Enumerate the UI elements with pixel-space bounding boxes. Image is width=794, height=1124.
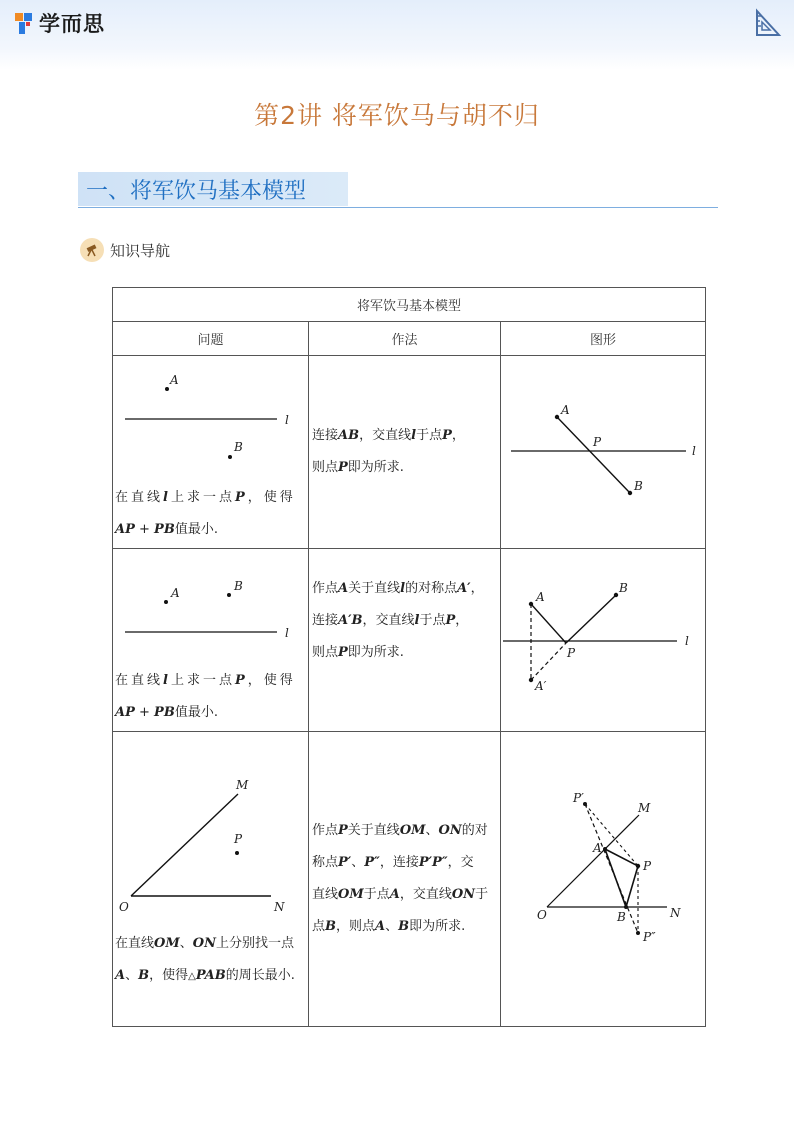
segment-pb [626, 866, 638, 907]
label-a: A [171, 586, 180, 600]
label-p-double-prime: P″ [643, 930, 656, 944]
logo-text: 学而思 [39, 12, 105, 36]
point-p-double-prime [636, 931, 640, 935]
method-text: 作点P关于直线OM、ON的对 称点P′、P″，连接P′P″，交 直线OM于点A，交直线ON于 点B，则点A、B即为所求. [312, 823, 489, 934]
point-a-prime [529, 678, 533, 682]
label-a: A [593, 841, 602, 855]
label-b: B [617, 910, 626, 924]
label-p: P [643, 859, 652, 873]
label-l: l [692, 444, 696, 458]
problem-diagram [113, 358, 309, 478]
figure-cell [501, 356, 706, 549]
table-row [113, 356, 706, 549]
header-band [0, 0, 794, 70]
section-title: 一、将军饮马基本模型 [86, 179, 307, 204]
ruler-triangle-icon [754, 8, 782, 38]
label-m: M [638, 801, 651, 815]
figure-diagram [501, 549, 706, 727]
point-a [164, 600, 168, 604]
knowledge-nav [80, 238, 170, 262]
label-p: P [234, 832, 243, 846]
telescope-icon [80, 238, 104, 262]
label-m: M [236, 778, 249, 792]
point-b [624, 905, 628, 909]
table-row [113, 549, 706, 732]
method-cell [309, 732, 501, 1027]
point-a [165, 387, 169, 391]
point-p [235, 851, 239, 855]
label-l: l [285, 626, 289, 640]
point-b [614, 593, 618, 597]
point-b [228, 455, 232, 459]
logo-mark-icon [14, 10, 36, 36]
problem-diagram [113, 551, 309, 656]
method-text: 连接AB，交直线l于点P， 则点P即为所求. [312, 428, 465, 475]
label-o: O [537, 908, 547, 922]
problem-cell [113, 356, 309, 549]
figure-diagram [501, 356, 706, 544]
page-title: 第2讲 将军饮马与胡不归 [254, 101, 540, 130]
label-n: N [274, 900, 285, 914]
problem-cell [113, 549, 309, 732]
problem-text: 在直线l上求一点P，使得 AP + PB值最小. [115, 673, 296, 720]
point-p [636, 864, 640, 868]
label-b: B [619, 581, 628, 595]
column-header-problem: 问题 [113, 322, 309, 356]
label-l: l [285, 413, 289, 427]
segment-pb [566, 595, 616, 643]
label-b: B [234, 579, 243, 593]
label-b: B [634, 479, 643, 493]
section-heading-underline [78, 207, 718, 208]
label-l: l [685, 634, 689, 648]
segment-ap [531, 604, 566, 643]
segment-a-prime-p [531, 643, 566, 680]
problem-text: 在直线OM、ON上分别找一点 A、B，使得△PAB的周长最小. [115, 936, 295, 983]
figure-diagram [501, 732, 706, 1022]
table-caption: 将军饮马基本模型 [113, 288, 706, 322]
segment-p1-p [585, 804, 638, 866]
point-a [529, 602, 533, 606]
label-o: O [119, 900, 129, 914]
point-a [555, 415, 559, 419]
ray-om [131, 794, 238, 896]
label-a: A [170, 373, 179, 387]
method-text: 作点A关于直线l的对称点A′， 连接A′B，交直线l于点P， 则点P即为所求. [312, 581, 484, 660]
figure-cell [501, 732, 706, 1027]
problem-diagram [113, 734, 309, 924]
ray-om [547, 815, 639, 907]
figure-cell [501, 549, 706, 732]
logo [14, 8, 105, 38]
point-b [227, 593, 231, 597]
segment-ab [557, 417, 630, 493]
label-b: B [234, 440, 243, 454]
problem-text: 在直线l上求一点P，使得 AP + PB值最小. [115, 490, 296, 537]
label-a-prime: A′ [535, 679, 547, 693]
label-a: A [536, 590, 545, 604]
point-a [603, 847, 607, 851]
model-table [112, 287, 706, 1027]
column-header-figure: 图形 [501, 322, 706, 356]
label-n: N [670, 906, 681, 920]
label-p: P [567, 646, 576, 660]
label-p-prime: P′ [573, 791, 584, 805]
label-p: P [593, 435, 602, 449]
problem-cell [113, 732, 309, 1027]
point-b [628, 491, 632, 495]
section-heading [78, 172, 718, 208]
method-cell [309, 356, 501, 549]
column-header-method: 作法 [309, 322, 501, 356]
knowledge-nav-label: 知识导航 [110, 241, 171, 260]
method-cell [309, 549, 501, 732]
table-row [113, 732, 706, 1027]
label-a: A [561, 403, 570, 417]
